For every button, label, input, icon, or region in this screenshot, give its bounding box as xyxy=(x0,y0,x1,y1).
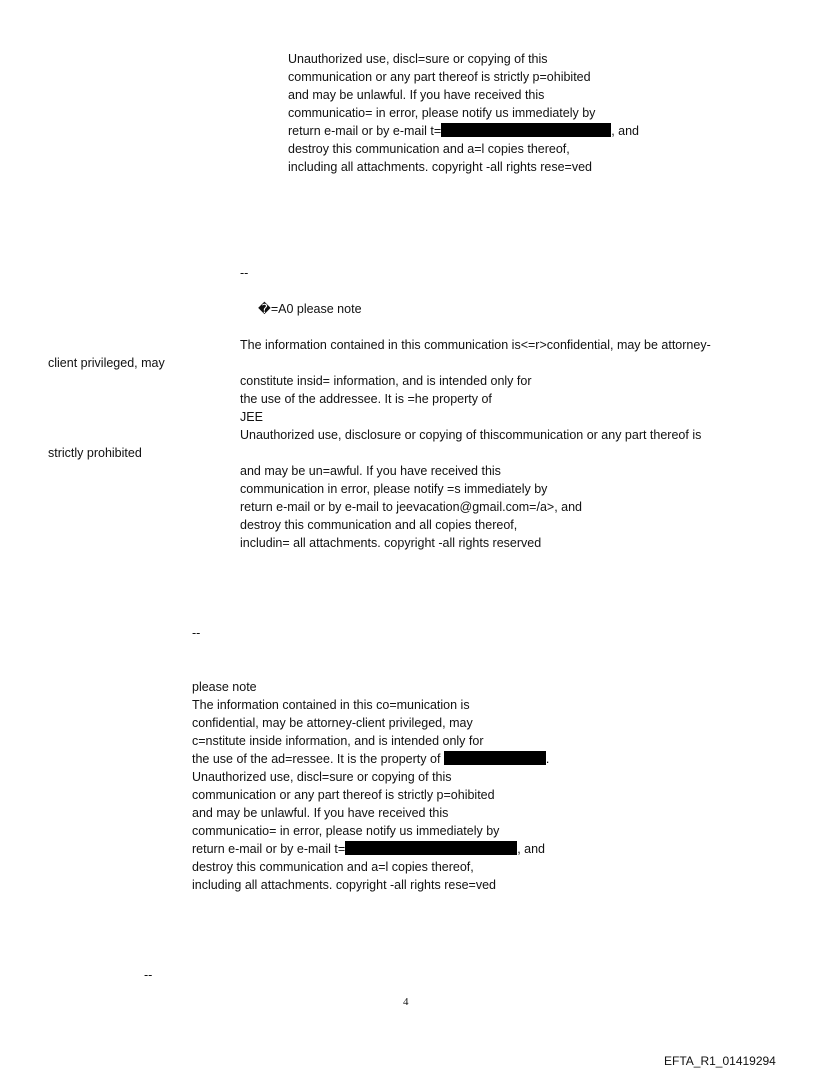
block3-line: and may be unlawful. If you have received this xyxy=(192,806,449,820)
email-suffix: , and xyxy=(611,124,639,138)
redaction-box xyxy=(345,841,517,855)
block3-property-line xyxy=(192,750,549,768)
separator: -- xyxy=(240,266,249,280)
block1-line: communication or any part thereof is strictly p=ohibited xyxy=(288,70,591,84)
block3-line: The information contained in this co=munication is xyxy=(192,698,470,712)
block3-line: confidential, may be attorney-client privileged, may xyxy=(192,716,473,730)
block2-line: JEE xyxy=(240,410,263,424)
block2-line: communication in error, please notify =s immediately by xyxy=(240,482,548,496)
page-number: 4 xyxy=(403,996,409,1008)
block2-line: return e-mail or by e-mail to jeevacation@gmail.com=/a>, and xyxy=(240,500,583,514)
block2-wrap-line: strictly prohibited xyxy=(48,446,142,460)
block2-line: The information contained in this communication is<=r>confidential, may be attorney- xyxy=(240,338,711,352)
redaction-box xyxy=(441,123,611,137)
email-prefix: return e-mail or by e-mail t= xyxy=(288,124,442,138)
block1-line: Unauthorized use, discl=sure or copying of this xyxy=(288,52,548,66)
block3-line: communication or any part thereof is strictly p=ohibited xyxy=(192,788,495,802)
block1-email-line xyxy=(288,122,639,140)
block2-line: destroy this communication and all copies thereof, xyxy=(240,518,518,532)
block1-line: destroy this communication and a=l copies thereof, xyxy=(288,142,570,156)
block2-line: the use of the addressee. It is =he property of xyxy=(240,392,492,406)
redaction-box xyxy=(444,751,546,765)
block2-line: includin= all attachments. copyright -all rights reserved xyxy=(240,536,542,550)
block3-line: c=nstitute inside information, and is intended only for xyxy=(192,734,484,748)
block2-line: and may be un=awful. If you have received this xyxy=(240,464,501,478)
property-suffix: . xyxy=(545,752,550,766)
block3-heading: please note xyxy=(192,680,257,694)
block1-line: communicatio= in error, please notify us immediately by xyxy=(288,106,596,120)
email-prefix: return e-mail or by e-mail t= xyxy=(192,842,346,856)
separator: -- xyxy=(144,968,153,982)
block1-line: including all attachments. copyright -all rights rese=ved xyxy=(288,160,592,174)
block2-wrap-line: client privileged, may xyxy=(48,356,165,370)
block3-line: including all attachments. copyright -all rights rese=ved xyxy=(192,878,496,892)
property-prefix: the use of the ad=ressee. It is the property of xyxy=(192,752,441,766)
block3-email-line xyxy=(192,840,545,858)
separator: -- xyxy=(192,626,201,640)
block2-line: constitute insid= information, and is intended only for xyxy=(240,374,532,388)
block1-line: and may be unlawful. If you have received this xyxy=(288,88,545,102)
block3-line: Unauthorized use, discl=sure or copying of this xyxy=(192,770,452,784)
block3-line: communicatio= in error, please notify us immediately by xyxy=(192,824,500,838)
note-heading: �=A0 please note xyxy=(258,302,362,316)
block3-line: destroy this communication and a=l copies thereof, xyxy=(192,860,474,874)
document-id: EFTA_R1_01419294 xyxy=(664,1054,776,1068)
email-suffix: , and xyxy=(517,842,545,856)
block2-line: Unauthorized use, disclosure or copying of thiscommunication or any part thereof is xyxy=(240,428,702,442)
